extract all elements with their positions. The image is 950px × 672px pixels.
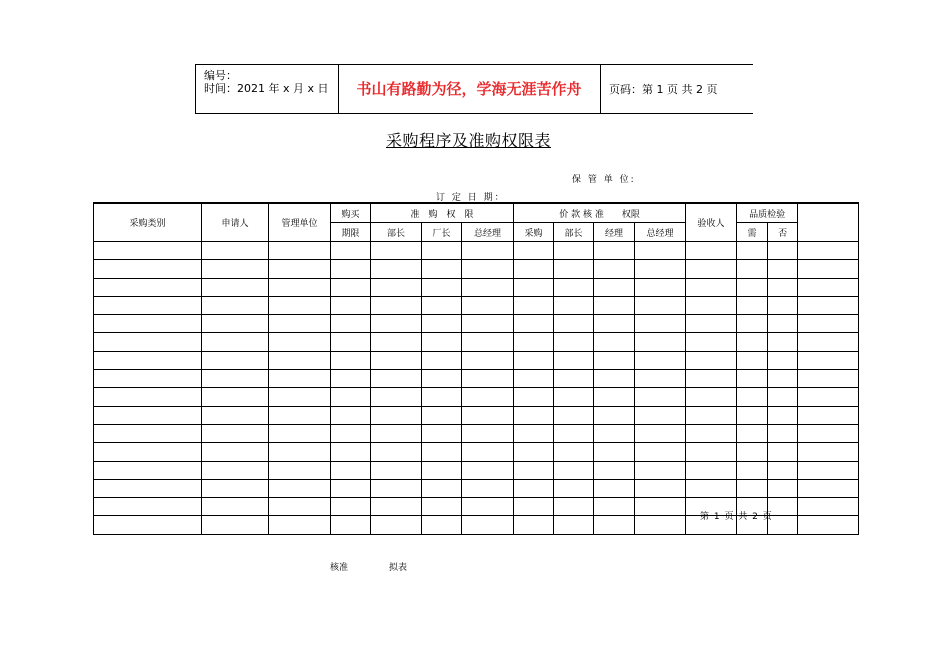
table-cell[interactable]	[202, 406, 269, 424]
table-cell[interactable]	[331, 498, 371, 516]
table-cell[interactable]	[554, 260, 594, 278]
table-cell[interactable]	[331, 296, 371, 314]
table-cell[interactable]	[798, 351, 859, 369]
table-cell[interactable]	[422, 333, 462, 351]
table-cell[interactable]	[94, 296, 202, 314]
table-cell[interactable]	[202, 498, 269, 516]
table-cell[interactable]	[94, 424, 202, 442]
table-cell[interactable]	[422, 315, 462, 333]
table-cell[interactable]	[331, 278, 371, 296]
procurement-table	[93, 202, 859, 535]
table-cell[interactable]	[514, 315, 554, 333]
table-cell[interactable]	[686, 406, 737, 424]
table-cell[interactable]	[462, 370, 514, 388]
table-cell[interactable]	[269, 351, 331, 369]
col-blank	[798, 203, 859, 242]
table-cell[interactable]	[768, 260, 798, 278]
sub-price-minister: 部长	[554, 223, 594, 242]
table-cell[interactable]	[554, 498, 594, 516]
table-cell[interactable]	[514, 296, 554, 314]
table-cell[interactable]	[331, 260, 371, 278]
table-cell[interactable]	[514, 351, 554, 369]
table-cell[interactable]	[635, 406, 686, 424]
footer-draft: 拟表	[389, 563, 408, 573]
table-cell[interactable]	[798, 260, 859, 278]
table-cell[interactable]	[768, 443, 798, 461]
table-cell[interactable]	[202, 443, 269, 461]
table-cell[interactable]	[331, 424, 371, 442]
table-cell[interactable]	[554, 443, 594, 461]
table-cell[interactable]	[798, 443, 859, 461]
table-cell[interactable]	[371, 461, 422, 479]
sub-quality-need: 需	[737, 223, 768, 242]
table-cell[interactable]	[554, 333, 594, 351]
group-quality: 品质检验	[737, 203, 798, 223]
table-cell[interactable]	[422, 242, 462, 260]
table-cell[interactable]	[737, 424, 768, 442]
table-cell[interactable]	[514, 443, 554, 461]
table-row	[94, 260, 859, 278]
table-cell[interactable]	[768, 370, 798, 388]
table-cell[interactable]	[422, 479, 462, 497]
table-cell[interactable]	[768, 296, 798, 314]
table-cell[interactable]	[635, 516, 686, 534]
table-cell[interactable]	[462, 424, 514, 442]
table-row	[94, 406, 859, 424]
table-cell[interactable]	[554, 351, 594, 369]
table-cell[interactable]	[554, 516, 594, 534]
table-cell[interactable]	[768, 479, 798, 497]
table-cell[interactable]	[554, 388, 594, 406]
table-cell[interactable]	[594, 242, 635, 260]
table-cell[interactable]	[202, 516, 269, 534]
table-cell[interactable]	[635, 278, 686, 296]
table-cell[interactable]	[686, 388, 737, 406]
table-cell[interactable]	[202, 333, 269, 351]
table-cell[interactable]	[94, 443, 202, 461]
table-cell[interactable]	[422, 260, 462, 278]
table-cell[interactable]	[635, 388, 686, 406]
table-cell[interactable]	[269, 260, 331, 278]
date-label: 时间：2021 年 x 月 x 日	[204, 82, 329, 95]
table-cell[interactable]	[594, 370, 635, 388]
table-cell[interactable]	[768, 388, 798, 406]
table-cell[interactable]	[371, 370, 422, 388]
table-cell[interactable]	[635, 479, 686, 497]
table-cell[interactable]	[514, 498, 554, 516]
group-price: 价 款 核 准 权限	[514, 203, 686, 223]
table-cell[interactable]	[371, 333, 422, 351]
table-cell[interactable]	[635, 461, 686, 479]
table-cell[interactable]	[737, 479, 768, 497]
table-cell[interactable]	[635, 424, 686, 442]
sub-price-purchase: 采购	[514, 223, 554, 242]
table-cell[interactable]	[768, 424, 798, 442]
table-cell[interactable]	[269, 424, 331, 442]
table-cell[interactable]	[554, 424, 594, 442]
table-cell[interactable]	[768, 242, 798, 260]
table-cell[interactable]	[798, 498, 859, 516]
table-cell[interactable]	[594, 424, 635, 442]
table-cell[interactable]	[635, 370, 686, 388]
table-cell[interactable]	[422, 406, 462, 424]
custodian-label: 保 管 单 位:	[572, 175, 636, 185]
table-row	[94, 278, 859, 296]
table-cell[interactable]	[269, 296, 331, 314]
table-row	[94, 461, 859, 479]
group-authority: 准 购 权 限	[371, 203, 514, 223]
table-cell[interactable]	[331, 315, 371, 333]
table-row	[94, 333, 859, 351]
page-note: 第 1 页 共 2 页	[700, 512, 773, 522]
table-body	[94, 242, 859, 535]
table-cell[interactable]	[798, 424, 859, 442]
table-cell[interactable]	[462, 260, 514, 278]
table-cell[interactable]	[462, 406, 514, 424]
table-cell[interactable]	[269, 370, 331, 388]
table-cell[interactable]	[554, 461, 594, 479]
table-cell[interactable]	[514, 516, 554, 534]
table-cell[interactable]	[594, 461, 635, 479]
table-cell[interactable]	[737, 443, 768, 461]
table-cell[interactable]	[202, 296, 269, 314]
table-cell[interactable]	[331, 479, 371, 497]
table-cell[interactable]	[371, 351, 422, 369]
table-cell[interactable]	[554, 370, 594, 388]
table-cell[interactable]	[269, 278, 331, 296]
table-cell[interactable]	[686, 242, 737, 260]
col-category: 采购类别	[94, 203, 202, 242]
table-cell[interactable]	[686, 351, 737, 369]
table-cell[interactable]	[422, 388, 462, 406]
table-cell[interactable]	[594, 406, 635, 424]
table-cell[interactable]	[554, 278, 594, 296]
page-title: 采购程序及准购权限表	[386, 131, 552, 150]
table-row	[94, 315, 859, 333]
table-cell[interactable]	[798, 333, 859, 351]
table-cell[interactable]	[269, 315, 331, 333]
table-row	[94, 351, 859, 369]
table-cell[interactable]	[686, 333, 737, 351]
table-cell[interactable]	[371, 479, 422, 497]
table-cell[interactable]	[686, 461, 737, 479]
col-applicant: 申请人	[202, 203, 269, 242]
table-cell[interactable]	[269, 461, 331, 479]
table-cell[interactable]	[798, 388, 859, 406]
col-period-top: 购买	[331, 203, 371, 223]
table-cell[interactable]	[202, 315, 269, 333]
table-cell[interactable]	[94, 388, 202, 406]
table-cell[interactable]	[371, 242, 422, 260]
table-cell[interactable]	[635, 498, 686, 516]
table-cell[interactable]	[686, 278, 737, 296]
table-cell[interactable]	[594, 333, 635, 351]
table-cell[interactable]	[594, 315, 635, 333]
table-cell[interactable]	[422, 424, 462, 442]
table-cell[interactable]	[635, 242, 686, 260]
table-cell[interactable]	[686, 424, 737, 442]
table-cell[interactable]	[371, 516, 422, 534]
table-cell[interactable]	[737, 461, 768, 479]
table-cell[interactable]	[422, 461, 462, 479]
table-cell[interactable]	[331, 406, 371, 424]
table-cell[interactable]	[635, 260, 686, 278]
table-cell[interactable]	[514, 461, 554, 479]
table-cell[interactable]	[594, 516, 635, 534]
table-cell[interactable]	[514, 370, 554, 388]
table-row	[94, 479, 859, 497]
table-cell[interactable]	[269, 406, 331, 424]
table-cell[interactable]	[768, 333, 798, 351]
table-cell[interactable]	[737, 315, 768, 333]
table-cell[interactable]	[554, 296, 594, 314]
table-cell[interactable]	[331, 370, 371, 388]
table-cell[interactable]	[422, 516, 462, 534]
table-cell[interactable]	[514, 333, 554, 351]
sub-authority-gm: 总经理	[462, 223, 514, 242]
table-cell[interactable]	[462, 315, 514, 333]
table-cell[interactable]	[462, 296, 514, 314]
table-cell[interactable]	[462, 498, 514, 516]
table-cell[interactable]	[202, 242, 269, 260]
sub-quality-no: 否	[768, 223, 798, 242]
table-cell[interactable]	[462, 278, 514, 296]
table-cell[interactable]	[594, 278, 635, 296]
table-cell[interactable]	[202, 479, 269, 497]
sub-authority-factory: 厂长	[422, 223, 462, 242]
table-cell[interactable]	[202, 370, 269, 388]
table-cell[interactable]	[737, 242, 768, 260]
table-row	[94, 296, 859, 314]
table-cell[interactable]	[737, 260, 768, 278]
table-cell[interactable]	[635, 351, 686, 369]
table-cell[interactable]	[94, 406, 202, 424]
table-cell[interactable]	[798, 461, 859, 479]
table-cell[interactable]	[514, 260, 554, 278]
table-cell[interactable]	[269, 516, 331, 534]
table-cell[interactable]	[371, 388, 422, 406]
header-box	[195, 64, 753, 114]
table-cell[interactable]	[768, 461, 798, 479]
date-set-label: 订 定 日 期：	[436, 193, 506, 203]
table-cell[interactable]	[594, 443, 635, 461]
table-cell[interactable]	[331, 388, 371, 406]
table-cell[interactable]	[686, 479, 737, 497]
sub-authority-minister: 部长	[371, 223, 422, 242]
table-cell[interactable]	[798, 278, 859, 296]
table-row	[94, 242, 859, 260]
col-receiver: 验收人	[686, 203, 737, 242]
table-row	[94, 424, 859, 442]
table-cell[interactable]	[594, 498, 635, 516]
table-cell[interactable]	[422, 443, 462, 461]
page-info: 页码：第 1 页 共 2 页	[609, 83, 718, 96]
table-cell[interactable]	[371, 260, 422, 278]
table-cell[interactable]	[94, 461, 202, 479]
table-cell[interactable]	[202, 424, 269, 442]
table-cell[interactable]	[371, 498, 422, 516]
table-cell[interactable]	[462, 351, 514, 369]
table-cell[interactable]	[202, 351, 269, 369]
table-cell[interactable]	[594, 260, 635, 278]
table-cell[interactable]	[462, 516, 514, 534]
col-manage-unit: 管理单位	[269, 203, 331, 242]
table-cell[interactable]	[371, 278, 422, 296]
header-info-cell	[195, 65, 339, 113]
table-cell[interactable]	[94, 351, 202, 369]
table-cell[interactable]	[269, 498, 331, 516]
table-cell[interactable]	[594, 296, 635, 314]
table-cell[interactable]	[798, 370, 859, 388]
table-cell[interactable]	[737, 333, 768, 351]
table-cell[interactable]	[202, 278, 269, 296]
table-cell[interactable]	[554, 315, 594, 333]
table-cell[interactable]	[635, 333, 686, 351]
table-cell[interactable]	[798, 479, 859, 497]
col-period-bottom: 期限	[331, 223, 371, 242]
table-cell[interactable]	[737, 351, 768, 369]
table-cell[interactable]	[635, 443, 686, 461]
table-cell[interactable]	[371, 296, 422, 314]
table-cell[interactable]	[798, 406, 859, 424]
table-cell[interactable]	[94, 242, 202, 260]
table-cell[interactable]	[514, 424, 554, 442]
table-cell[interactable]	[371, 443, 422, 461]
table-cell[interactable]	[798, 516, 859, 534]
table-cell[interactable]	[462, 242, 514, 260]
table-cell[interactable]	[686, 260, 737, 278]
table-cell[interactable]	[331, 242, 371, 260]
table-cell[interactable]	[737, 296, 768, 314]
table-cell[interactable]	[422, 351, 462, 369]
table-cell[interactable]	[554, 406, 594, 424]
table-cell[interactable]	[768, 315, 798, 333]
table-cell[interactable]	[686, 315, 737, 333]
table-cell[interactable]	[422, 370, 462, 388]
table-cell[interactable]	[331, 351, 371, 369]
table-cell[interactable]	[94, 498, 202, 516]
table-cell[interactable]	[686, 296, 737, 314]
table-cell[interactable]	[269, 388, 331, 406]
table-row	[94, 443, 859, 461]
table-cell[interactable]	[594, 388, 635, 406]
table-cell[interactable]	[594, 351, 635, 369]
table-cell[interactable]	[269, 443, 331, 461]
table-cell[interactable]	[94, 278, 202, 296]
number-label: 编号：	[204, 69, 237, 82]
table-row	[94, 370, 859, 388]
table-cell[interactable]	[737, 388, 768, 406]
table-cell[interactable]	[554, 479, 594, 497]
sub-price-manager: 经理	[594, 223, 635, 242]
table-cell[interactable]	[462, 388, 514, 406]
table-cell[interactable]	[514, 242, 554, 260]
table-cell[interactable]	[686, 443, 737, 461]
table-cell[interactable]	[514, 388, 554, 406]
table-cell[interactable]	[331, 516, 371, 534]
table-cell[interactable]	[768, 406, 798, 424]
table-cell[interactable]	[514, 278, 554, 296]
table-cell[interactable]	[798, 242, 859, 260]
table-cell[interactable]	[768, 278, 798, 296]
table-cell[interactable]	[686, 370, 737, 388]
table-cell[interactable]	[737, 406, 768, 424]
table-cell[interactable]	[462, 479, 514, 497]
table-cell[interactable]	[269, 479, 331, 497]
table-row	[94, 388, 859, 406]
table-cell[interactable]	[462, 443, 514, 461]
table-cell[interactable]	[798, 315, 859, 333]
table-cell[interactable]	[94, 370, 202, 388]
table-cell[interactable]	[422, 296, 462, 314]
table-cell[interactable]	[269, 242, 331, 260]
table-cell[interactable]	[635, 315, 686, 333]
table-cell[interactable]	[331, 443, 371, 461]
table-cell[interactable]	[331, 333, 371, 351]
table-cell[interactable]	[768, 351, 798, 369]
table-cell[interactable]	[422, 278, 462, 296]
table-cell[interactable]	[331, 461, 371, 479]
table-cell[interactable]	[269, 333, 331, 351]
table-cell[interactable]	[554, 242, 594, 260]
table-cell[interactable]	[94, 479, 202, 497]
table-cell[interactable]	[514, 406, 554, 424]
table-cell[interactable]	[462, 333, 514, 351]
table-cell[interactable]	[635, 296, 686, 314]
table-cell[interactable]	[371, 315, 422, 333]
table-cell[interactable]	[94, 333, 202, 351]
motto: 书山有路勤为径，学海无涯苦作舟	[338, 65, 601, 113]
table-cell[interactable]	[737, 278, 768, 296]
table-cell[interactable]	[371, 406, 422, 424]
table-cell[interactable]	[371, 424, 422, 442]
table-cell[interactable]	[202, 388, 269, 406]
table-cell[interactable]	[514, 479, 554, 497]
table-cell[interactable]	[94, 516, 202, 534]
sub-price-gm: 总经理	[635, 223, 686, 242]
table-cell[interactable]	[594, 479, 635, 497]
table-cell[interactable]	[798, 296, 859, 314]
table-cell[interactable]	[422, 498, 462, 516]
table-cell[interactable]	[202, 461, 269, 479]
footer-approve: 核准	[330, 563, 349, 573]
table-cell[interactable]	[94, 260, 202, 278]
table-cell[interactable]	[737, 370, 768, 388]
table-cell[interactable]	[202, 260, 269, 278]
table-cell[interactable]	[94, 315, 202, 333]
table-cell[interactable]	[462, 461, 514, 479]
